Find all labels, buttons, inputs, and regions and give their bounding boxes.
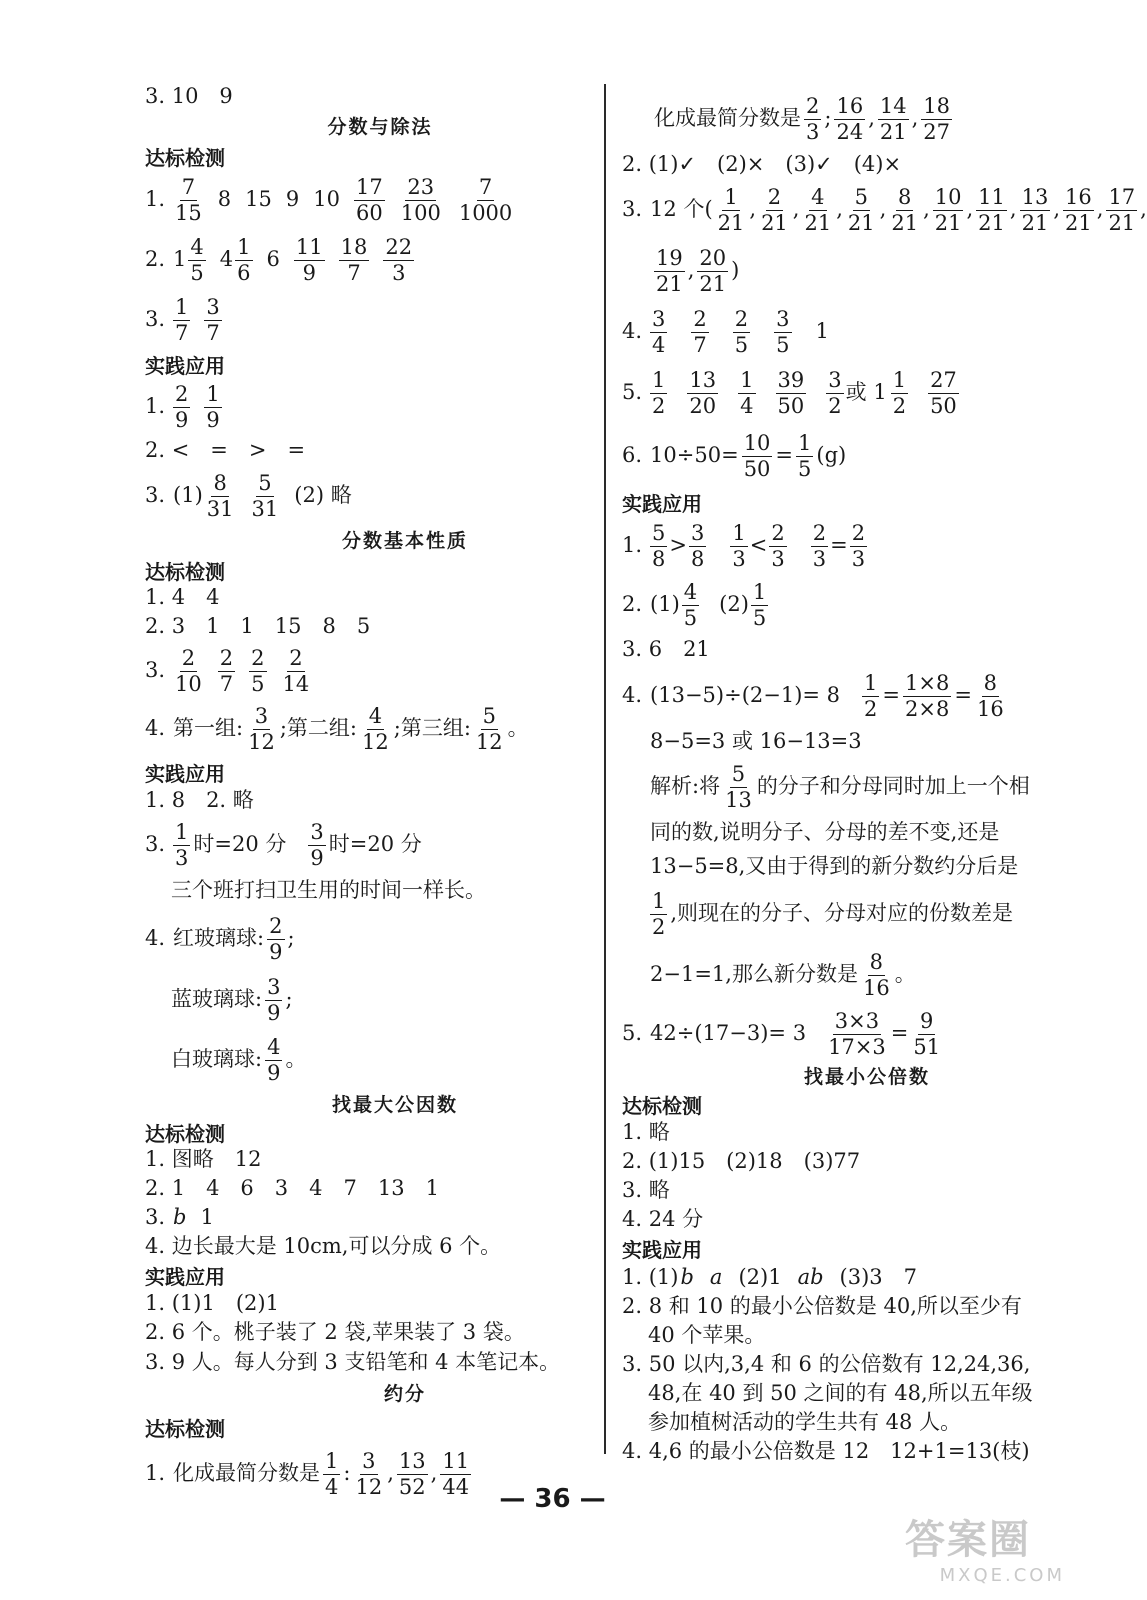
answer-line-a2: 2. 1 $\frac{4}{5}$ 4 $\frac{1}{6}$ 6 $\frac{11}{9}$ $\frac{18}{7}$ $\frac{22}{3}$ [145, 235, 413, 285]
fraction: $\frac{10}{21}$ [934, 185, 962, 235]
subsection-heading: 实践应用 [145, 762, 225, 786]
fraction: $\frac{27}{50}$ [930, 368, 957, 418]
answer-line-h2: 2. (1)✓ (2)× (3)✓ (4)× [622, 152, 902, 177]
fraction: $\frac{5}{21}$ [847, 185, 875, 235]
section-title-lcm: 找最小公倍数 [803, 1066, 930, 1088]
fraction: $\frac{11}{9}$ [295, 235, 323, 285]
answer-line-a3: 3. $\frac{1}{7}$ $\frac{3}{7}$ [145, 295, 220, 345]
explanation-line-1: 解析:将 $\frac{5}{13}$ 的分子和分母同时加上一个相 [650, 762, 1030, 812]
answer-line-h3: 3. 12 个( $\frac{1}{21}$ , $\frac{2}{21}$ , $\frac{4}{21}$ , $\frac{5}{21}$ , $\frac{8}{21}$ , $\frac{10}{21}$ , $\frac{11}{21}$ , $\frac{13}{21}$ , $\frac{16}{21}$ , $\frac{17}{21}$ , [622, 185, 1147, 235]
fraction: $\frac{8}{16}$ [862, 950, 890, 1000]
fraction: $\frac{7}{15}$ [175, 175, 202, 225]
fraction: $\frac{2}{7}$ [219, 646, 234, 696]
fraction: $\frac{10}{50}$ [743, 431, 771, 481]
fraction: $\frac{2}{14}$ [282, 646, 310, 696]
fraction: $\frac{17}{60}$ [356, 175, 383, 225]
answer-line-c3: 3. $\frac{2}{10}$ $\frac{2}{7}$ $\frac{2}{5}$ $\frac{2}{14}$ [145, 646, 310, 696]
section-title-basic-property: 分数基本性质 [341, 530, 468, 552]
fraction: $\frac{16}{24}$ [836, 94, 864, 144]
answer-line-j4: 4. 24 分 [622, 1206, 704, 1231]
section-title-reduce: 约分 [383, 1383, 426, 1405]
section-title-fraction-division: 分数与除法 [327, 116, 433, 138]
fraction: $\frac{2}{3}$ [812, 521, 827, 571]
fraction: $\frac{13}{52}$ [398, 1449, 426, 1499]
fraction: $\frac{1}{21}$ [717, 185, 745, 235]
fraction: $\frac{4}{12}$ [362, 704, 389, 754]
fraction: $\frac{3}{12}$ [355, 1449, 383, 1499]
answer-line-h6: 6. 10÷50= $\frac{10}{50}$ = $\frac{1}{5}$ (g) [622, 431, 847, 481]
fraction: $\frac{18}{7}$ [340, 235, 368, 285]
subsection-heading: 实践应用 [145, 1265, 225, 1289]
fraction: $\frac{2}{3}$ [771, 521, 785, 571]
fraction: $\frac{1\times 8}{2\times 8}$ [905, 671, 950, 721]
subsection-heading: 达标检测 [145, 1122, 225, 1146]
fraction: $\frac{2}{3}$ [806, 94, 820, 144]
fraction: $\frac{3}{2}$ [828, 368, 842, 418]
answer-line-d4-blue: 蓝玻璃球: $\frac{3}{9}$ ; [171, 975, 293, 1025]
left-column [145, 82, 585, 1505]
answer-line-g1: 1. 化成最简分数是 $\frac{1}{4}$ : $\frac{3}{12}$ , $\frac{13}{52}$ , $\frac{11}{44}$ [145, 1449, 470, 1499]
fraction: $\frac{1}{3}$ [732, 521, 746, 571]
explanation-line-5: 2−1=1,那么新分数是 $\frac{8}{16}$ 。 [650, 950, 916, 1000]
fraction: $\frac{16}{21}$ [1065, 185, 1092, 235]
fraction: $\frac{3\times 3}{17\times 3}$ [828, 1009, 886, 1059]
explanation-line-4: $\frac{1}{2}$ ,则现在的分子、分母对应的份数差是 [652, 889, 1014, 939]
answer-line-i2: 2. (1) $\frac{4}{5}$ (2) $\frac{1}{5}$ [622, 580, 767, 630]
answer-line-f1: 1. (1)1 (2)1 [145, 1290, 279, 1315]
fraction: $\frac{1}{2}$ [652, 368, 666, 418]
fraction: $\frac{5}{12}$ [475, 704, 503, 754]
fraction: $\frac{2}{7}$ [693, 307, 707, 357]
answer-line-b2: 2. < = > = [145, 438, 306, 463]
answer-line-d1: 1. 8 2. 略 [145, 788, 254, 813]
fraction: $\frac{11}{44}$ [442, 1449, 470, 1499]
answer-line-b1: 1. $\frac{2}{9}$ $\frac{1}{9}$ [145, 382, 220, 432]
watermark-logo: 答案圈 MXQE.COM [905, 1517, 1065, 1586]
answer-line-h4: 4. $\frac{3}{4}$ $\frac{2}{7}$ $\frac{2}{5}$ $\frac{3}{5}$ 1 [622, 307, 829, 357]
column-divider [604, 84, 606, 1454]
fraction: $\frac{5}{8}$ [652, 521, 666, 571]
answer-line-d4-white: 白玻璃球: $\frac{4}{9}$ 。 [171, 1035, 307, 1085]
answer-line-e4: 4. 边长最大是 10cm,可以分成 6 个。 [145, 1233, 502, 1258]
fraction: $\frac{5}{13}$ [725, 762, 752, 812]
fraction: $\frac{4}{21}$ [804, 185, 832, 235]
fraction: $\frac{18}{27}$ [923, 94, 951, 144]
section-title-gcd: 找最大公因数 [331, 1094, 458, 1116]
fraction: $\frac{3}{7}$ [206, 295, 220, 345]
fraction: $\frac{2}{5}$ [251, 646, 265, 696]
fraction: $\frac{1}{3}$ [175, 820, 189, 870]
answer-line-a1: 1. $\frac{7}{15}$ 8 15 9 10 $\frac{17}{60}$ $\frac{23}{100}$ $\frac{7}{1000}$ [145, 175, 513, 225]
mixed-number: 4 $\frac{1}{6}$ [219, 235, 251, 285]
fraction: $\frac{1}{4}$ [740, 368, 754, 418]
answer-line-j3: 3. 略 [622, 1177, 670, 1202]
answer-line-i5: 5. 42÷(17−3)= 3 $\frac{3\times 3}{17\times 3}$ = $\frac{9}{51}$ [622, 1009, 941, 1059]
explanation-line-2: 同的数,说明分子、分母的差不变,还是 [650, 820, 1000, 845]
fraction: $\frac{8}{16}$ [976, 671, 1004, 721]
fraction: $\frac{1}{2}$ [864, 671, 878, 721]
fraction: $\frac{1}{5}$ [798, 431, 812, 481]
page-number: — 36 — [499, 1484, 606, 1514]
answer-line-j2: 2. (1)15 (2)18 (3)77 [622, 1148, 861, 1173]
fraction: $\frac{23}{100}$ [400, 175, 441, 225]
fraction: $\frac{14}{21}$ [879, 94, 907, 144]
answer-line-e2: 2. 1 4 6 3 4 7 13 1 [145, 1175, 439, 1200]
fraction: $\frac{1}{9}$ [206, 382, 220, 432]
fraction: $\frac{3}{4}$ [652, 307, 666, 357]
fraction: $\frac{2}{9}$ [175, 382, 189, 432]
fraction: $\frac{19}{21}$ [656, 246, 683, 296]
subsection-heading: 实践应用 [622, 1238, 702, 1262]
fraction: $\frac{1}{4}$ [325, 1449, 339, 1499]
right-column [622, 88, 1147, 1466]
answer-line-i1: 1. $\frac{5}{8}$ > $\frac{3}{8}$ $\frac{1}{3}$ < $\frac{2}{3}$ $\frac{2}{3}$ = $\frac{2}{3}$ [622, 521, 866, 571]
answer-line-c2: 2. 3 1 1 15 8 5 [145, 614, 371, 639]
fraction: $\frac{3}{9}$ [310, 820, 324, 870]
answer-line-b3: 3. (1) $\frac{8}{31}$ $\frac{5}{31}$ (2) 略 [145, 471, 352, 521]
subsection-heading: 达标检测 [145, 1417, 225, 1441]
fraction: $\frac{2}{5}$ [734, 307, 749, 357]
fraction: $\frac{13}{21}$ [1021, 185, 1049, 235]
fraction: $\frac{4}{9}$ [267, 1035, 281, 1085]
answer-line-d3b: 三个班打扫卫生用的时间一样长。 [171, 878, 486, 903]
answer-line-h3b: $\frac{19}{21}$ , $\frac{20}{21}$ ) [656, 246, 740, 296]
fraction: $\frac{1}{5}$ [752, 580, 767, 630]
fraction: $\frac{1}{2}$ [892, 368, 907, 418]
fraction: $\frac{3}{9}$ [267, 975, 281, 1025]
answer-line-k1: 1. (1) b a (2)1 ab (3)3 7 [622, 1264, 917, 1289]
explanation-line-3: 13−5=8,又由于得到的新分数约分后是 [650, 854, 1019, 879]
answer-line-h5: 5. $\frac{1}{2}$ $\frac{13}{20}$ $\frac{1}{4}$ $\frac{39}{50}$ $\frac{3}{2}$ 或 1 $\frac{1}{2}$ $\frac{27}{50}$ [622, 368, 957, 418]
fraction: $\frac{17}{21}$ [1108, 185, 1136, 235]
fraction: $\frac{2}{3}$ [851, 521, 866, 571]
subsection-heading: 实践应用 [622, 492, 702, 516]
answer-line: 3. 10 9 [145, 84, 233, 109]
fraction: $\frac{8}{21}$ [891, 185, 919, 235]
fraction: $\frac{4}{5}$ [683, 580, 698, 630]
fraction: $\frac{11}{21}$ [978, 185, 1005, 235]
answer-line-f3: 3. 9 人。每人分到 3 支铅笔和 4 本笔记本。 [145, 1350, 561, 1375]
answer-line-k3c: 参加植树活动的学生共有 48 人。 [648, 1409, 962, 1434]
fraction: $\frac{1}{7}$ [175, 295, 189, 345]
mixed-number: 1 $\frac{4}{5}$ [173, 235, 204, 285]
fraction: $\frac{3}{5}$ [776, 307, 790, 357]
fraction: $\frac{2}{21}$ [761, 185, 788, 235]
fraction: $\frac{1}{2}$ [652, 889, 666, 939]
fraction: $\frac{39}{50}$ [777, 368, 805, 418]
fraction: $\frac{20}{21}$ [699, 246, 727, 296]
fraction: $\frac{2}{10}$ [175, 646, 202, 696]
fraction: $\frac{3}{8}$ [691, 521, 705, 571]
fraction: $\frac{3}{12}$ [248, 704, 275, 754]
fraction: $\frac{8}{31}$ [206, 471, 234, 521]
fraction: $\frac{9}{51}$ [913, 1009, 941, 1059]
subsection-heading: 达标检测 [145, 146, 225, 170]
answer-line-c4: 4. 第一组: $\frac{3}{12}$ ;第二组: $\frac{4}{12}$ ;第三组: $\frac{5}{12}$ 。 [145, 704, 529, 754]
subsection-heading: 达标检测 [145, 560, 225, 584]
answer-line-i4b: 8−5=3 或 16−13=3 [650, 729, 862, 754]
answer-line-i3: 3. 6 21 [622, 637, 710, 662]
fraction: $\frac{7}{1000}$ [458, 175, 513, 225]
answer-line-i4: 4. (13−5)÷(2−1)= 8 $\frac{1}{2}$ = $\frac{1\times 8}{2\times 8}$ = $\frac{8}{16}$ [622, 671, 1004, 721]
answer-line-e3: 3. b 1 [145, 1204, 214, 1229]
subsection-heading: 达标检测 [622, 1094, 702, 1118]
fraction: $\frac{22}{3}$ [385, 235, 413, 285]
fraction: $\frac{13}{20}$ [689, 368, 717, 418]
answer-line-k3a: 3. 50 以内,3,4 和 6 的公倍数有 12,24,36, [622, 1351, 1031, 1376]
answer-line-k2a: 2. 8 和 10 的最小公倍数是 40,所以至少有 [622, 1293, 1022, 1318]
answer-line-d4-red: 4. 红玻璃球: $\frac{2}{9}$ ; [145, 914, 295, 964]
answer-line-c1: 1. 4 4 [145, 585, 220, 610]
answer-line-e1: 1. 图略 12 [145, 1147, 262, 1172]
answer-line-k3b: 48,在 40 到 50 之间的有 48,所以五年级 [648, 1380, 1033, 1405]
answer-line-d3: 3. $\frac{1}{3}$ 时=20 分 $\frac{3}{9}$ 时=20 分 [145, 820, 422, 870]
answer-line-k2b: 40 个苹果。 [648, 1322, 766, 1347]
answer-line-h1: 化成最简分数是 $\frac{2}{3}$ ; $\frac{16}{24}$ , $\frac{14}{21}$ , $\frac{18}{27}$ [654, 94, 951, 144]
answer-line-f2: 2. 6 个。桃子装了 2 袋,苹果装了 3 袋。 [145, 1319, 525, 1344]
subsection-heading: 实践应用 [145, 354, 225, 378]
answer-line-j1: 1. 略 [622, 1119, 670, 1144]
fraction: $\frac{5}{31}$ [251, 471, 279, 521]
fraction: $\frac{2}{9}$ [269, 914, 283, 964]
answer-line-k4: 4. 4,6 的最小公倍数是 12 12+1=13(枝) [622, 1438, 1030, 1463]
